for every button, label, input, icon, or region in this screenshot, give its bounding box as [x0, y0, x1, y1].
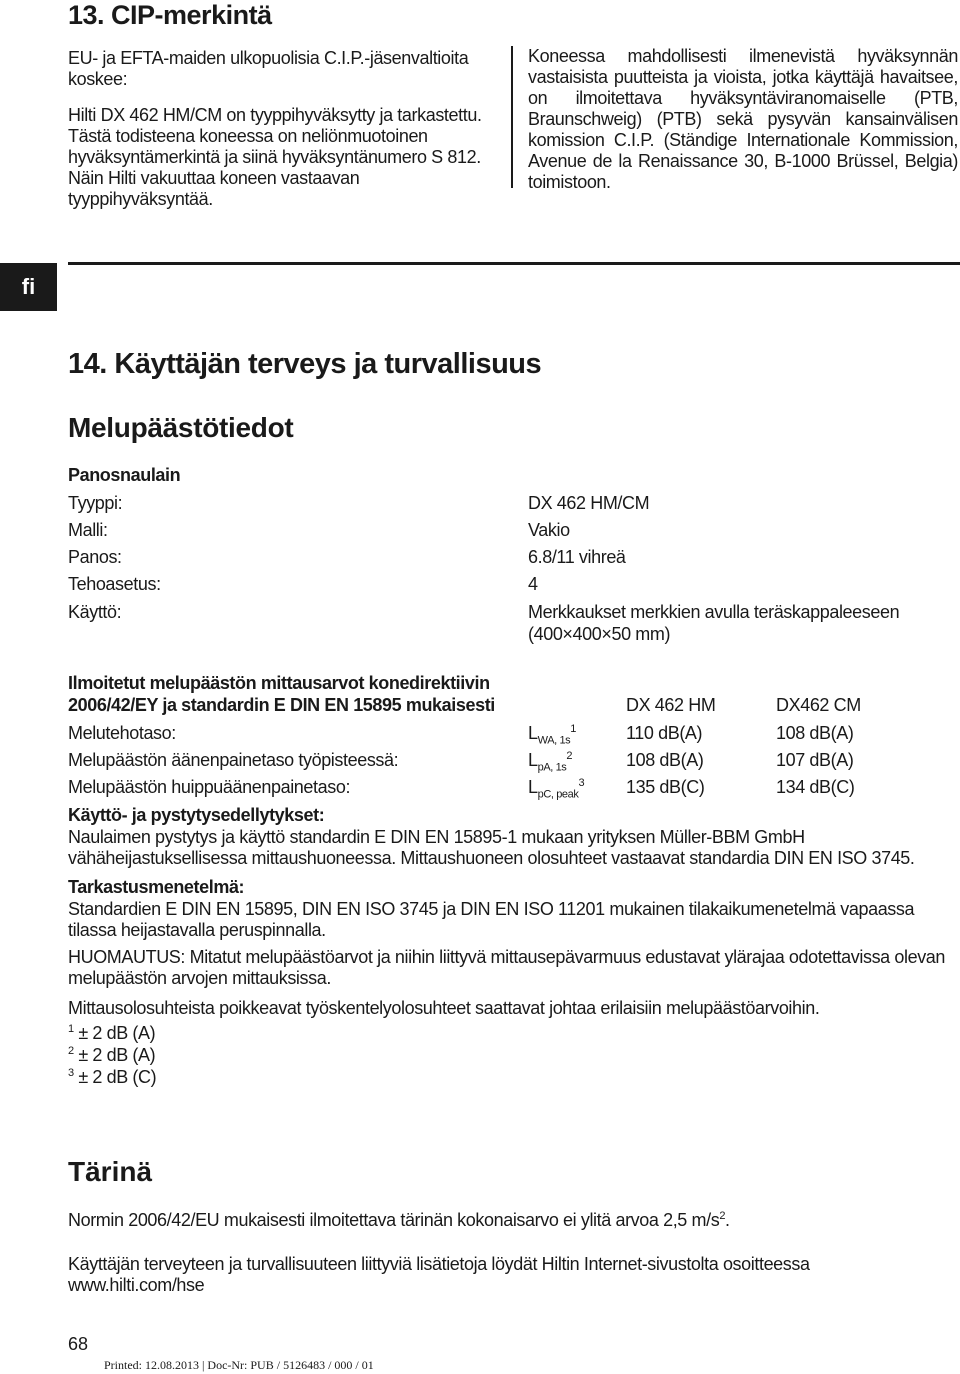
measure-value-cm: 108 dB(A) — [776, 723, 854, 743]
spec-value-type: DX 462 HM/CM — [528, 493, 650, 513]
spec-value-use-dims: (400×400×50 mm) — [528, 624, 671, 644]
column-divider — [511, 46, 513, 188]
page-number: 68 — [68, 1334, 89, 1354]
intro-line: EU- ja EFTA-maiden ulkopuolisia C.I.P.-jäsenvaltioita koskee: — [68, 48, 469, 89]
col-header-cm: DX462 CM — [776, 695, 861, 715]
note2-text: Mittausolosuhteista poikkeavat työskentelyolosuhteet saattavat johtaa erilaisiin melupäästöarvoihin. — [68, 998, 820, 1018]
symbol-letter: L — [528, 777, 538, 797]
spec-label-use: Käyttö: — [68, 602, 122, 622]
conditions-heading: Käyttö- ja pystytysedellytykset: — [68, 805, 325, 825]
footnote — [68, 1023, 155, 1044]
footnote-ref: 1 — [570, 723, 576, 735]
print-footer: Printed: 12.08.2013 | Doc-Nr: PUB / 5126483 / 000 / 01 — [104, 1358, 374, 1372]
footnote-ref: 3 — [578, 777, 585, 789]
vibration-text — [68, 1210, 730, 1231]
spec-label-cartridge: Panos: — [68, 547, 122, 567]
horizontal-rule — [68, 262, 960, 265]
spec-value-cartridge: 6.8/11 vihreä — [528, 547, 626, 567]
footnote-text: ± 2 dB (A) — [78, 1045, 156, 1065]
symbol-subscript: pC, peak — [537, 788, 579, 801]
intro-column — [68, 48, 504, 210]
vibration-sentence: Normin 2006/42/EU mukaisesti ilmoitettava tärinän kokonaisarvo ei ylitä arvoa 2,5 m/s — [68, 1210, 720, 1230]
footnote-number: 1 — [68, 1023, 74, 1035]
tool-heading: Panosnaulain — [68, 465, 181, 485]
spec-label-model: Malli: — [68, 520, 108, 540]
symbol-letter: L — [528, 750, 538, 770]
spec-value-model: Vakio — [528, 520, 570, 540]
spec-label-type: Tyyppi: — [68, 493, 123, 513]
measure-label: Melupäästön äänenpainetaso työpisteessä: — [68, 750, 399, 770]
conditions-text: Naulaimen pystytys ja käyttö standardin E DIN EN 15895-1 mukaan yrityksen Müller-BBM GmbH vähäheijastuksellisessa mittaushuoneessa. Mittaushuoneen olosuhteet vastaavat standardia DIN EN ISO 3745. — [68, 827, 915, 868]
symbol-subscript: WA, 1s — [537, 734, 571, 747]
vibration-heading: Tärinä — [68, 1156, 153, 1187]
info-text: Käyttäjän terveyteen ja turvallisuuteen liittyviä lisätietoja löydät Hiltin Internet-sivustolta osoitteessa www.hilti.com/hse — [68, 1254, 810, 1295]
measure-value-hm: 110 dB(A) — [626, 723, 703, 743]
spec-label-power: Tehoasetus: — [68, 574, 161, 594]
footnote-text: ± 2 dB (C) — [78, 1067, 157, 1087]
section-14-title: 14. Käyttäjän terveys ja turvallisuus — [68, 348, 542, 380]
measure-value-hm: 108 dB(A) — [626, 750, 704, 770]
measure-label: Melupäästön huippuäänenpainetaso: — [68, 777, 351, 797]
measure-heading-line1: Ilmoitetut melupäästön mittausarvot konedirektiivin — [68, 673, 490, 693]
footnote-number: 2 — [68, 1045, 74, 1057]
symbol-letter: L — [528, 723, 538, 743]
measure-value-hm: 135 dB(C) — [626, 777, 705, 797]
method-text: Standardien E DIN EN 15895, DIN EN ISO 3745 ja DIN EN ISO 11201 mukainen tilakaikumenetelmä vapaassa tilassa heijastavalla peruspinnalla. — [68, 899, 915, 940]
noise-heading: Melupäästötiedot — [68, 412, 294, 443]
language-tab: fi — [0, 263, 57, 311]
vibration-period: . — [725, 1210, 730, 1230]
measure-symbol — [528, 723, 576, 747]
footnote-text: ± 2 dB (A) — [78, 1023, 156, 1043]
method-heading: Tarkastusmenetelmä: — [68, 877, 245, 897]
footnote-ref: 2 — [566, 750, 573, 762]
measure-label: Melutehotaso: — [68, 723, 176, 743]
symbol-subscript: pA, 1s — [537, 761, 567, 774]
unit-exponent: 2 — [719, 1210, 726, 1222]
footnote — [68, 1067, 156, 1088]
note-text: HUOMAUTUS: Mitatut melupäästöarvot ja niihin liittyvä mittausepävarmuus edustavat ylärajaa odotettavissa olevan melupäästön arvojen mittauksissa. — [68, 947, 946, 988]
measure-value-cm: 107 dB(A) — [776, 750, 854, 770]
intro-body: Hilti DX 462 HM/CM on tyyppihyväksytty ja tarkastettu. Tästä todisteena koneessa on neliönmuotoinen hyväksyntämerkintä ja siinä hyväksyntänumero S 812. Näin Hilti vakuuttaa koneen vastaavan tyyppihyväksyntää. — [68, 105, 482, 209]
cip-report-paragraph: Koneessa mahdollisesti ilmenevistä hyväksynnän vastaisista puutteista ja vioista, jotka käyttäjä havaitsee, on ilmoitettava hyväksyntäviranomaiselle (PTB, Braunschweig) (PTB) sekä pysyvän kansainvälisen komission C.I.P. (Ständige Internationale Kommission, Avenue de la Renaissance 30, B-1000 Brüssel, Belgia) toimistoon. — [528, 46, 958, 192]
measure-symbol — [528, 777, 584, 801]
col-header-hm: DX 462 HM — [626, 695, 716, 715]
spec-value-use: Merkkaukset merkkien avulla teräskappaleeseen — [528, 602, 900, 622]
footnote — [68, 1045, 155, 1066]
measure-value-cm: 134 dB(C) — [776, 777, 855, 797]
spec-value-power: 4 — [528, 574, 538, 594]
measure-symbol — [528, 750, 572, 774]
footnote-number: 3 — [68, 1067, 74, 1079]
measure-heading-line2: 2006/42/EY ja standardin E DIN EN 15895 mukaisesti — [68, 695, 495, 715]
section-13-title: 13. CIP-merkintä — [68, 0, 272, 30]
